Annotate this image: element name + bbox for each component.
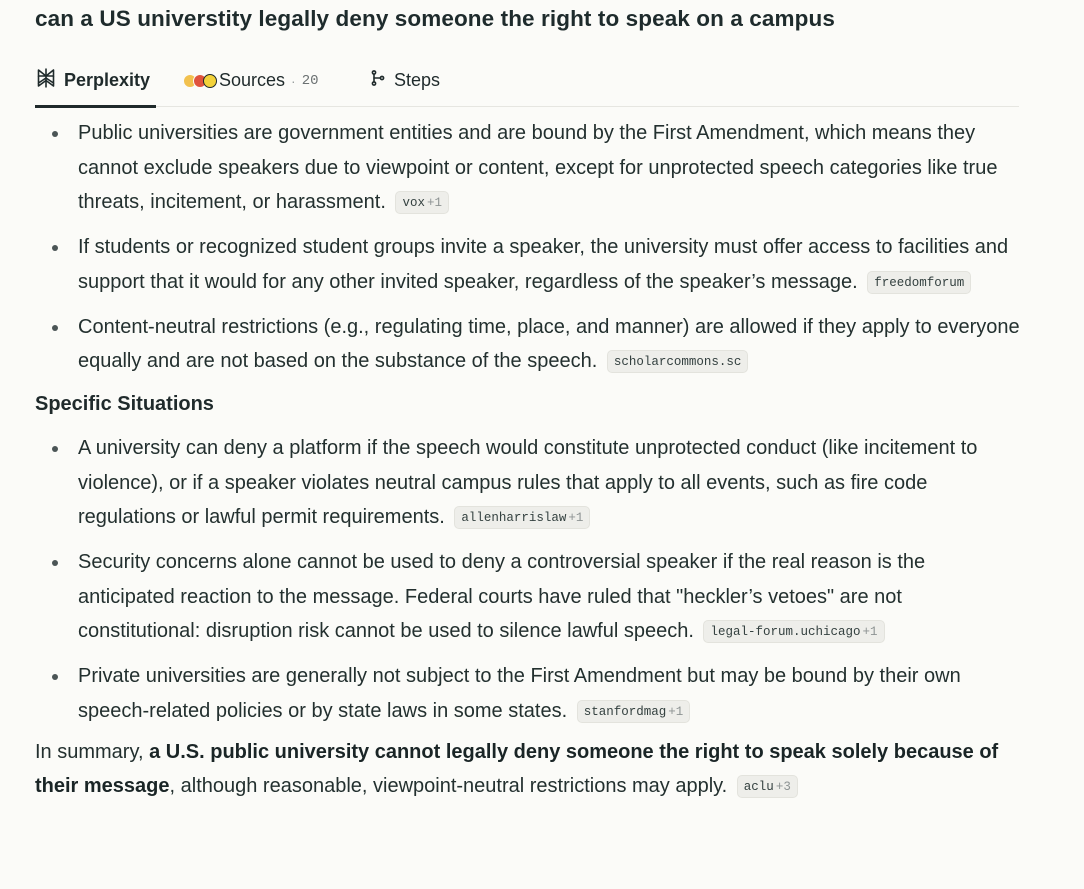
list-item	[35, 431, 1025, 535]
citation-source: scholarcommons.sc	[613, 355, 742, 369]
list-item	[35, 659, 1025, 728]
list-item	[35, 310, 1025, 379]
tab-sources-label: Sources	[219, 70, 286, 90]
bullet-text: If students or recognized student groups invite a speaker, the university must offer access to facilities and support that it would for any other invited speaker, regardless of the speaker’s message.	[78, 236, 1009, 293]
citation-extra: +3	[775, 780, 791, 794]
citation-chip[interactable]	[454, 506, 590, 529]
perplexity-logo-icon	[35, 67, 57, 94]
list-item	[35, 230, 1025, 299]
tab-perplexity-label: Perplexity	[64, 70, 151, 90]
citation-source: freedomforum	[874, 275, 965, 290]
bullet-text: Content-neutral restrictions (e.g., regulating time, place, and manner) are allowed if they apply to everyone equally and are not based on the substance of the speech.	[78, 315, 1020, 372]
bullet-list-general	[35, 116, 1025, 379]
bullet-text: Security concerns alone cannot be used to deny a controversial speaker if the real reason is the anticipated reaction to the message. Federal courts have ruled that "heckler’s vetoes" are not constitutional: disruption risk cannot be used to silence lawful speech.	[78, 551, 926, 642]
bullet-text: A university can deny a platform if the speech would constitute unprotected conduct (like incitement to violence), or if a speaker violates neutral campus rules that apply to all events, such as fire code regulations or lawful permit requirements.	[78, 437, 978, 528]
citation-extra: +1	[862, 625, 878, 639]
citation-source: allenharrislaw	[461, 511, 567, 525]
citation-extra: +1	[568, 511, 584, 525]
tab-sources-separator: ·	[291, 72, 296, 89]
citation-chip[interactable]	[703, 620, 884, 643]
citation-extra: +1	[427, 196, 443, 210]
summary-bold: a U.S. public university cannot legally deny someone the right to speak solely because of their message	[35, 740, 999, 797]
citation-chip[interactable]	[867, 271, 971, 294]
answer-tabs	[35, 54, 1019, 107]
citation-extra: +1	[668, 704, 684, 719]
list-item	[35, 116, 1025, 220]
answer-content	[35, 116, 1025, 804]
tab-steps[interactable]	[369, 54, 440, 107]
tab-steps-label: Steps	[394, 70, 441, 90]
summary-rest: , although reasonable, viewpoint-neutral restrictions may apply.	[169, 775, 728, 797]
sources-count: 20	[301, 72, 319, 89]
citation-chip[interactable]	[737, 775, 798, 798]
summary-paragraph	[35, 735, 1025, 804]
bullet-text: Public universities are government entities and are bound by the First Amendment, which means they cannot exclude speakers due to viewpoint or content, except for unprotected speech categories like true threats, incitement, or harassment.	[78, 122, 998, 213]
steps-branch-icon	[369, 69, 387, 92]
citation-source: aclu	[743, 780, 774, 794]
list-item	[35, 545, 1025, 649]
source-favicon-icon	[203, 74, 217, 88]
source-favicons	[183, 74, 213, 88]
citation-source: legal-forum.uchicago	[710, 625, 861, 639]
citation-source: stanfordmag	[583, 704, 667, 719]
summary-lead: In summary,	[35, 740, 150, 763]
tab-perplexity[interactable]	[35, 54, 156, 107]
citation-chip[interactable]	[607, 350, 749, 373]
bullet-text: Private universities are generally not subject to the First Amendment but may be bound by their own speech-related policies or by state laws in some states.	[78, 665, 961, 722]
question-title: can a US universtity legally deny someone the right to speak on a campus	[35, 6, 835, 31]
citation-chip[interactable]	[577, 700, 691, 723]
citation-source: vox	[402, 196, 425, 210]
tab-sources[interactable]	[183, 54, 319, 107]
section-heading: Specific Situations	[35, 393, 214, 415]
citation-chip[interactable]	[395, 191, 449, 214]
bullet-list-specific	[35, 431, 1025, 728]
